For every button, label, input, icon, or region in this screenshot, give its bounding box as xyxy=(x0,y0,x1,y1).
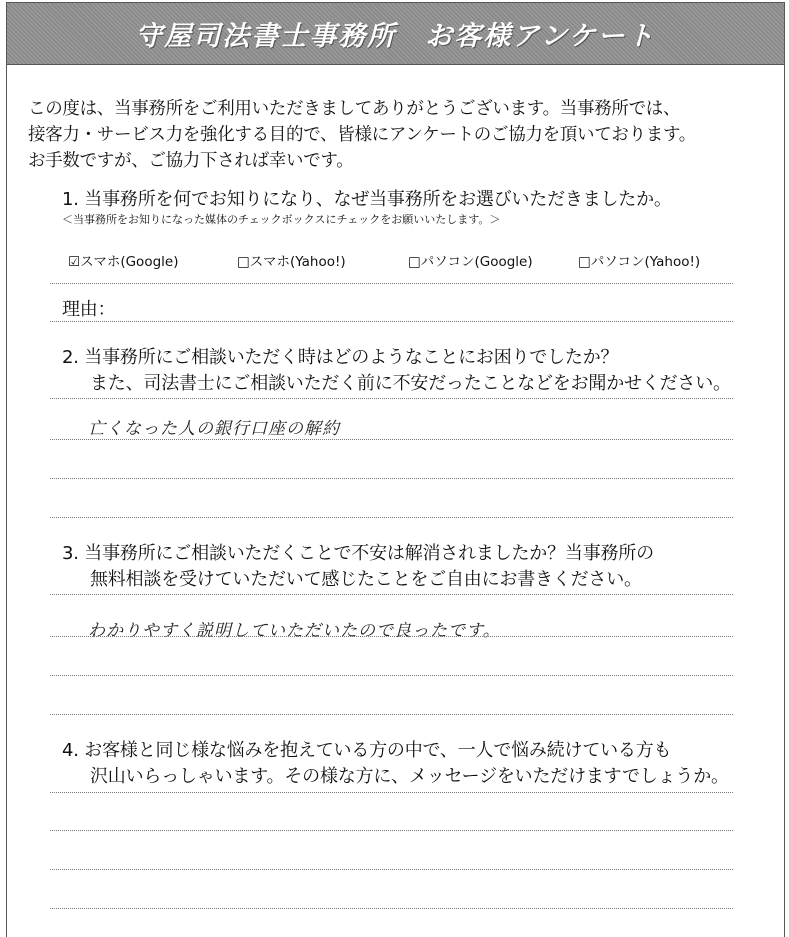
option-pc-google[interactable]: □パソコン(Google) xyxy=(408,254,533,270)
answer-line xyxy=(50,908,733,909)
answer-line xyxy=(50,869,733,870)
question-1-note: ＜当事務所をお知りになった媒体のチェックボックスにチェックをお願いいたします。＞ xyxy=(62,213,501,226)
survey-header xyxy=(6,2,785,65)
answer-line xyxy=(50,517,733,518)
answer-line xyxy=(50,830,733,831)
question-3-line-1: 3. 当事務所にご相談いただくことで不安は解消されましたか？当事務所の xyxy=(62,543,654,564)
survey-title: 守屋司法書士事務所 お客様アンケート xyxy=(135,21,656,52)
question-2-line-2: また、司法書士にご相談いただく前に不安だったことなどをお聞かせください。 xyxy=(90,373,731,394)
question-2-line-1: 2. 当事務所にご相談いただく時はどのようなことにお困りでしたか？ xyxy=(62,347,619,368)
answer-line xyxy=(50,594,733,595)
question-4-line-2: 沢山いらっしゃいます。その様な方に、メッセージをいただけますでしょうか。 xyxy=(90,766,729,787)
question-3-answer[interactable]: わかりやすく説明していただいたので良ったです。 xyxy=(88,621,501,641)
answer-line xyxy=(50,675,733,676)
question-4-line-1: 4. お客様と同じ様な悩みを抱えている方の中で、一人で悩み続けている方も xyxy=(62,740,672,761)
option-pc-yahoo[interactable]: □パソコン(Yahoo!) xyxy=(578,254,701,270)
answer-line xyxy=(50,792,733,793)
option-smartphone-yahoo[interactable]: □スマホ(Yahoo!) xyxy=(237,254,346,270)
option-smartphone-google[interactable]: ☑スマホ(Google) xyxy=(68,254,179,270)
answer-line xyxy=(50,714,733,715)
answer-line xyxy=(50,636,733,637)
divider xyxy=(50,283,733,284)
intro-line-1: この度は、当事務所をご利用いただきましてありがとうございます。当事務所では、 xyxy=(28,99,681,119)
question-3-line-2: 無料相談を受けていただいて感じたことをご自由にお書きください。 xyxy=(90,569,642,590)
intro-line-3: お手数ですが、ご協力下されば幸いです。 xyxy=(28,151,354,171)
answer-line xyxy=(50,398,733,399)
answer-line xyxy=(50,439,733,440)
question-2-answer[interactable]: 亡くなった人の銀行口座の解約 xyxy=(88,419,340,439)
reason-label: 理由： xyxy=(62,299,116,320)
question-1-title: 1. 当事務所を何でお知りになり、なぜ当事務所をお選びいただきましたか。 xyxy=(62,189,672,210)
answer-line xyxy=(50,478,733,479)
intro-line-2: 接客力・サービス力を強化する目的で、皆様にアンケートのご協力を頂いております。 xyxy=(28,125,696,145)
answer-line xyxy=(50,321,733,322)
